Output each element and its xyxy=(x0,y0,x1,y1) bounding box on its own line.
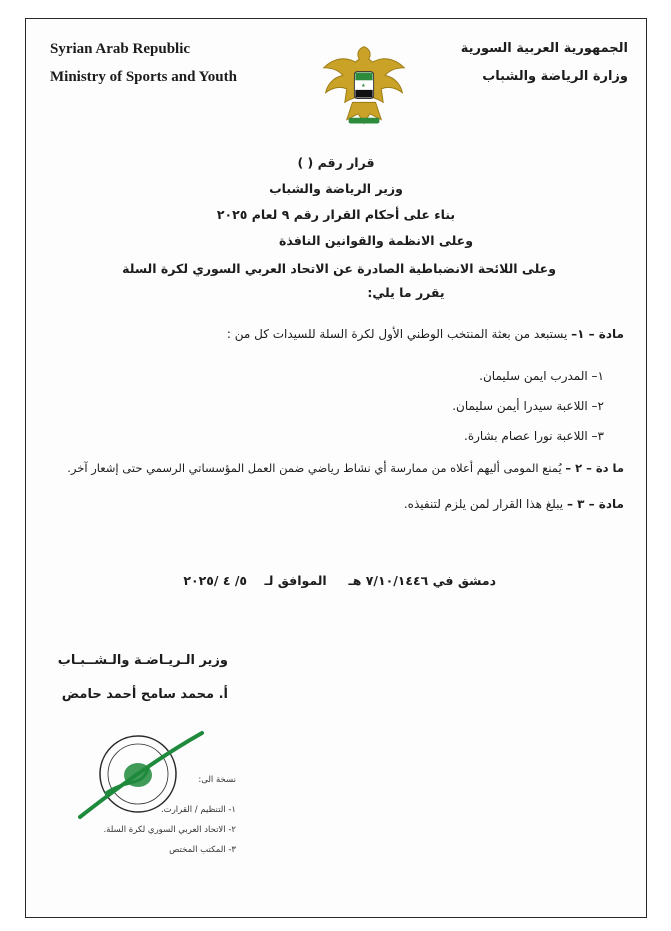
article-1-item-3: ٣– اللاعبة نورا عصام بشارة. xyxy=(464,429,604,443)
header-ministry-en: Ministry of Sports and Youth xyxy=(50,69,237,85)
copies-item-3: ٣- المكتب المختص xyxy=(169,845,236,855)
decides-heading: يقرر ما يلي: xyxy=(367,285,445,300)
signature-title: وزير الـريـاضـة والـشــبـاب xyxy=(57,653,228,668)
date-hijri: دمشق في ٧/١٠/١٤٤٦ هـ xyxy=(348,573,496,588)
header-country-ar: الجمهورية العربية السورية xyxy=(460,41,628,56)
minister-title: وزير الرياضة والشباب xyxy=(269,181,403,196)
header-arabic xyxy=(461,35,628,91)
date-line xyxy=(183,573,496,588)
syrian-eagle-emblem-icon xyxy=(316,39,412,135)
header-english xyxy=(50,35,237,91)
article-1 xyxy=(227,327,624,341)
date-corresponding: الموافق لـ xyxy=(264,573,327,588)
article-1-item-2: ٢– اللاعبة سيدرا أيمن سليمان. xyxy=(452,399,604,413)
article-3-text: يبلغ هذا القرار لمن يلزم لتنفيذه. xyxy=(403,497,564,511)
copies-item-1: ١- التنظيم / القرارت. xyxy=(160,805,236,815)
article-1-label: مادة – ١– xyxy=(571,327,624,341)
letterhead-document xyxy=(25,18,647,918)
header-country-en: Syrian Arab Republic xyxy=(50,41,191,57)
article-3 xyxy=(404,497,624,511)
article-2-label: ما دة – ٢ – xyxy=(565,461,624,475)
decision-number: قرار رقم ( ) xyxy=(297,155,375,170)
copies-item-2: ٢- الاتحاد العربي السوري لكرة السلة. xyxy=(103,825,236,835)
date-gregorian: ٥/ ٤ /٢٠٢٥ xyxy=(183,573,248,588)
header-ministry-ar: وزارة الرياضة والشباب xyxy=(482,69,628,84)
copies-heading: نسخة الى: xyxy=(198,775,236,785)
article-3-label: مادة – ٣ – xyxy=(566,497,624,511)
article-2-text: يُمنع المومى أليهم أعلاه من ممارسة أي نشاط رياضي ضمن العمل المؤسساتي الرسمي حتى إشعار آخر. xyxy=(67,461,562,475)
article-1-text: يستبعد من بعثة المنتخب الوطني الأول لكرة السلة للسيدات كل من : xyxy=(226,327,568,341)
article-1-item-1: ١– المدرب ايمن سليمان. xyxy=(479,369,604,383)
preamble-line-1: بناء على أحكام القرار رقم ٩ لعام ٢٠٢٥ xyxy=(216,207,456,222)
signature-name: أ. محمد سامح أحمد حامض xyxy=(61,687,228,702)
article-2 xyxy=(67,461,624,475)
preamble-line-2: وعلى الانظمة والقوانين النافذة xyxy=(278,233,473,248)
svg-text:★: ★ xyxy=(361,84,366,89)
preamble-line-3: وعلى اللائحة الانضباطية الصادرة عن الاتحاد العربي السوري لكرة السلة xyxy=(122,261,556,276)
